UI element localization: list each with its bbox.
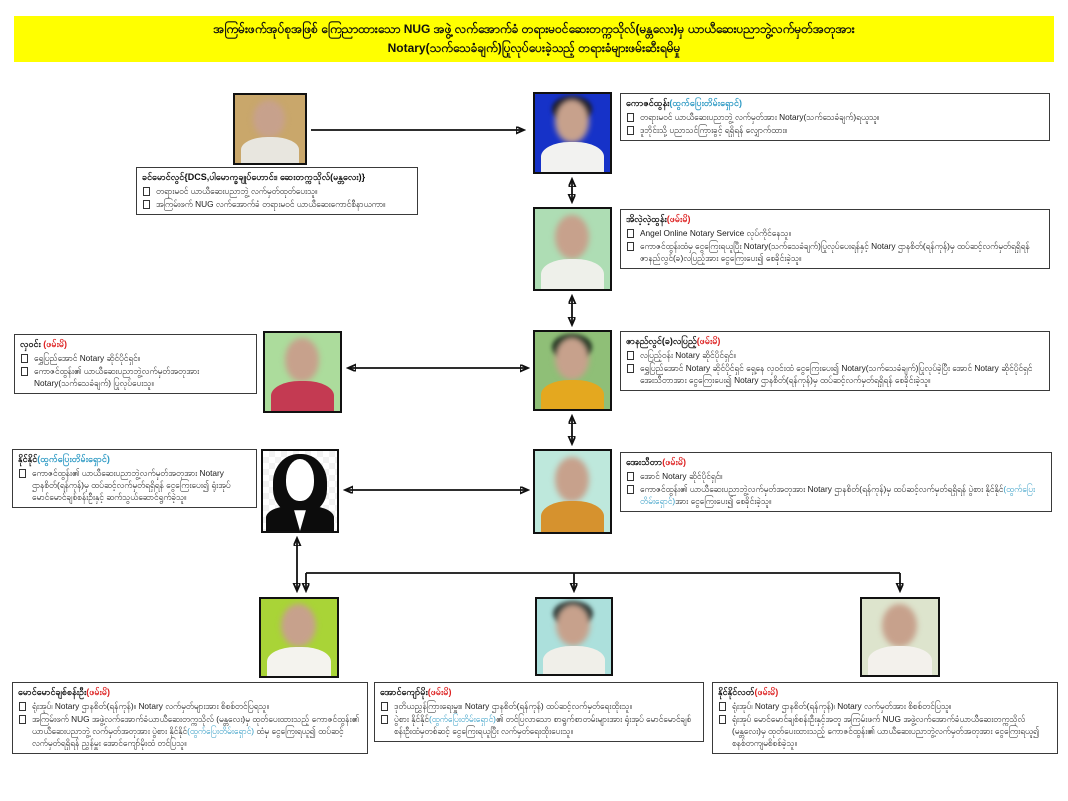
info-box-aye-thidar: [620, 452, 1052, 512]
shirt: [541, 380, 604, 411]
checkbox-bullet-icon: [627, 472, 634, 481]
blurred-face: [253, 100, 285, 138]
header-title-line2: Notary(သက်သေခံချက်)ပြုလုပ်ပေးခဲ့သည့် တရားခံများဖမ်းဆီးရမိမှု: [387, 41, 681, 55]
header-banner: [14, 16, 1054, 62]
detail-item: ရွှေပြည်အောင် Notary ဆိုင်ပိုင်ရှင်။: [20, 352, 250, 364]
detail-item: အကြမ်းဖက် NUG လက်အောက်ခံ တရားမဝင် ယာယီဆေးကောင်စီနာယကာ။: [142, 198, 411, 210]
info-box-maung-maung-chit-san-oo: [12, 682, 368, 754]
photo-maung-maung-chit-san-oo: [259, 597, 339, 678]
photo-zar-ni-lwin: [533, 330, 612, 411]
shirt: [241, 137, 300, 165]
blurred-face: [555, 99, 590, 143]
detail-item: ကောဇင်ထွန်း၏ ယာယီဆေးပညာဘွဲ့လက်မှတ်အတုအား Notary(သက်သေခံချက်) ပြုလုပ်ပေးသူ။: [20, 365, 250, 389]
info-box-kaw-zin-tun: [620, 93, 1050, 141]
detail-item: လပြည့်ဝန်း Notary ဆိုင်ပိုင်ရှင်။: [626, 349, 1043, 361]
detail-item: Angel Online Notary Service လုပ်ကိုင်နေသူ။: [626, 227, 1043, 239]
checkbox-bullet-icon: [143, 200, 150, 209]
shirt: [271, 381, 334, 413]
status-absconding: (ထွက်ပြေးတိမ်းရှောင်): [37, 454, 110, 464]
checkbox-bullet-icon: [627, 242, 634, 251]
person-name: အိလဲ့လဲ့ထွန်း(ဖမ်းမိ): [626, 214, 691, 224]
person-name: မောင်မောင်ချစ်စန်းဦး(ဖမ်းမိ): [18, 687, 110, 697]
blurred-face: [281, 604, 316, 647]
photo-naing-naing-female-silhouette: [261, 449, 339, 533]
person-name: ဇာနည်လွင်(ခ)လပြည့်(ဖမ်းမိ): [626, 336, 721, 346]
silhouette-face: [286, 459, 314, 501]
detail-item: ရွှေပြည်အောင် Notary ဆိုင်ပိုင်ရှင် ရှေ့နေ လှဝင်းထံ ငွေကြေးပေး၍ Notary(သက်သေခံချက်)ပြုလုပ်ခဲ့ပြီး အောင် Notary ဆိုင်ပိုင်ရှင် အေးသီတာအား ငွေကြေးပေး၍ Notary ဌာနစိတ်(ရန်ကုန်)မှ ထပ်ဆင့်လက်မှတ်ရရှိရန် စေခိုင်းခဲ့သူ။: [626, 362, 1043, 386]
detail-item: ကောဇင်ထွန်း၏ ယာယီဆေးပညာဘွဲ့လက်မှတ်အတုအား Notary ဌာနစိတ်(ရန်ကုန်)မှ ထပ်ဆင့်လက်မှတ်ရရှိရန် ငွေကြေးပေး၍ ရုံးအုပ် မောင်မောင်ချစ်စန်းဦးနှင့် ဆက်သွယ်ဆောင်ရွက်ခဲ့သူ။: [18, 467, 250, 503]
shirt: [267, 647, 331, 678]
blurred-face: [555, 457, 590, 502]
person-name: နိုင်နိုင်(ထွက်ပြေးတိမ်းရှောင်): [18, 454, 110, 464]
checkbox-bullet-icon: [627, 351, 634, 360]
detail-item: ဒူဘိုင်းသို့ ပညာသင်ကြားခွင့် ရရှိရန် လျှောက်ထား။: [626, 124, 1043, 136]
detail-item: ကောဇင်ထွန်း၏ ယာယီဆေးပညာဘွဲ့လက်မှတ်အတုအား Notary ဌာနစိတ်(ရန်ကုန်)မှ ထပ်ဆင့်လက်မှတ်ရရှိရန် ပွဲစား နိုင်နိုင်(ထွက်ပြေးတိမ်းရှောင်)အား ငွေကြေးပေး၍ စေခိုင်းခဲ့သူ။: [626, 483, 1045, 507]
photo-kaw-zin-tun: [533, 92, 612, 174]
detail-item: ရုံးအုပ် မောင်မောင်ချစ်စန်းဦးနှင့်အတူ အကြမ်းဖက် NUG အဖွဲ့လက်အောက်ခံယာယီဆေးတက္ကသိုလ် (မန္တလေး)မှ ထုတ်ပေးထားသည့် ကောဇင်ထွန်း၏ ယာယီဆေးပညာဘွဲ့လက်မှတ်အတုအား ငွေကြေးရယူ၍ စနစ်တကျမစိစစ်ခဲ့သူ။: [718, 713, 1051, 749]
person-name: ကောဇင်ထွန်း(ထွက်ပြေးတိမ်းရှောင်): [626, 98, 742, 108]
photo-naing-naing-lat: [860, 597, 940, 677]
detail-item: တရားမဝင် ယာယီဆေးပညာဘွဲ့ လက်မှတ်ထုတ်ပေးသူ။: [142, 185, 411, 197]
info-box-naing-naing: [12, 449, 257, 508]
shirt: [541, 259, 604, 291]
checkbox-bullet-icon: [719, 702, 726, 711]
checkbox-bullet-icon: [627, 229, 634, 238]
checkbox-bullet-icon: [21, 367, 28, 376]
checkbox-bullet-icon: [627, 113, 634, 122]
checkbox-bullet-icon: [627, 364, 634, 373]
status-arrested: (ဖမ်းမိ): [86, 687, 110, 697]
info-box-ei-le-le-tun: [620, 209, 1050, 269]
status-arrested: (ဖမ်းမိ): [666, 214, 691, 224]
person-name: အေးသီတာ(ဖမ်းမိ): [626, 457, 686, 467]
status-arrested: (ဖမ်းမိ): [427, 687, 452, 697]
blurred-face: [555, 337, 590, 380]
shirt: [543, 646, 605, 677]
checkbox-bullet-icon: [627, 126, 634, 135]
blurred-face: [555, 215, 590, 260]
blurred-face: [882, 604, 917, 647]
info-box-aung-kyaw-moe: [374, 682, 704, 742]
status-arrested: (ဖမ်းမိ): [662, 457, 686, 467]
person-name: အောင်ကျော်မိုး(ဖမ်းမိ): [380, 687, 452, 697]
photo-hla-win: [263, 331, 342, 413]
blurred-face: [285, 338, 320, 382]
detail-item: ရုံးအုပ်၊ Notary ဌာနစိတ်(ရန်ကုန်)၊ Notary လက်မှတ်အား စိစစ်တင်ပြသူ။: [718, 700, 1051, 712]
blurred-face: [556, 604, 590, 646]
detail-item: ဒုတိယညွှန်ကြားရေးမှူး။ Notary ဌာနစိတ်(ရန်ကုန်) ထပ်ဆင့်လက်မှတ်ရေးထိုးသူ။: [380, 700, 697, 712]
checkbox-bullet-icon: [19, 469, 26, 478]
info-box-hla-win: [14, 334, 257, 394]
info-box-zar-ni-lwin: [620, 331, 1050, 391]
person-name: ခင်မောင်လွင်{DCS,ပါမောက္ခချုပ်ဟောင်း၊ ဆေးတက္ကသိုလ်(မန္တလေး)}: [142, 172, 366, 182]
checkbox-bullet-icon: [627, 485, 634, 494]
photo-aung-kyaw-moe: [535, 597, 613, 676]
status-arrested: (ဖမ်းမိ): [43, 339, 68, 349]
checkbox-bullet-icon: [21, 354, 28, 363]
detail-item: ကောဇင်ထွန်းထံမှ ငွေကြေးရယူပြီး Notary(သက်သေခံချက်)ပြုလုပ်ပေးရန်နှင့် Notary ဌာနစိတ်(ရန်ကုန်)မှ ထပ်ဆင့်လက်မှတ်ရရှိရန် ဇာနည်လွင်(ခ)လပြည့်အား ငွေကြေးပေး၍ စေခိုင်းခဲ့သူ။: [626, 240, 1043, 264]
shirt: [868, 646, 932, 677]
detail-item: အကြမ်းဖက် NUG အဖွဲ့လက်အောက်ခံယာယီဆေးတက္ကသိုလ် (မန္တလေး)မှ ထုတ်ပေးထားသည့် ကောဇင်ထွန်း၏ ယာယီဆေးပညာဘွဲ့ လက်မှတ်အတုအား ပွဲစား နိုင်နိုင်(ထွက်ပြေးတိမ်းရှောင်) ထံမှ ငွေကြေးရယူ၍ ထပ်ဆင့်လက်မှတ်ရရှိရန် ညွှန်မှူး အောင်ကျော်မိုးထံ တင်ပြသူ။: [18, 713, 361, 749]
detail-item: ရုံးအုပ်၊ Notary ဌာနစိတ်(ရန်ကုန်)။ Notary လက်မှတ်များအား စိစစ်တင်ပြရသူ။: [18, 700, 361, 712]
checkbox-bullet-icon: [719, 715, 726, 724]
person-name: လှဝင်း (ဖမ်းမိ): [20, 339, 68, 349]
photo-ei-le-le-tun: [533, 207, 612, 291]
checkbox-bullet-icon: [381, 702, 388, 711]
shirt: [541, 142, 604, 174]
photo-aye-thidar: [533, 449, 612, 534]
status-arrested: (ဖမ်းမိ): [754, 687, 779, 697]
checkbox-bullet-icon: [143, 187, 150, 196]
status-arrested: (ဖမ်းမိ): [696, 336, 721, 346]
detail-item: တရားမဝင် ယာယီဆေးပညာဘွဲ့ လက်မှတ်အား Notary(သက်သေခံချက်)ရယူသူ။: [626, 111, 1043, 123]
checkbox-bullet-icon: [19, 702, 26, 711]
status-absconding: (ထွက်ပြေးတိမ်းရှောင်): [669, 98, 742, 108]
checkbox-bullet-icon: [19, 715, 26, 724]
dress: [541, 501, 604, 534]
person-name: နိုင်နိုင်လတ်(ဖမ်းမိ): [718, 687, 779, 697]
info-box-khin-maung-lwin: [136, 167, 418, 215]
detail-item: အောင် Notary ဆိုင်ပိုင်ရှင်။: [626, 470, 1045, 482]
detail-item: ပွဲစား နိုင်နိုင်(ထွက်ပြေးတိမ်းရှောင်)၏ တင်ပြလာသော စာရွက်စာတမ်းများအား ရုံးအုပ် မောင်မောင်ချစ်စန်းဦးထံမှတစ်ဆင့် ငွေကြေးရယူပြီး လက်မှတ်ရေးထိုးပေးသူ။: [380, 713, 697, 737]
header-title-line1: အကြမ်းဖက်အုပ်စုအဖြစ် ကြေညာထားသော NUG အဖွဲ့ လက်အောက်ခံ တရားမဝင်ဆေးတက္ကသိုလ်(မန္တလေး)မှ ယာယီဆေးပညာဘွဲ့လက်မှတ်အတုအား: [213, 22, 855, 37]
photo-khin-maung-lwin: [233, 93, 307, 165]
checkbox-bullet-icon: [381, 715, 388, 724]
info-box-naing-naing-lat: [712, 682, 1058, 754]
